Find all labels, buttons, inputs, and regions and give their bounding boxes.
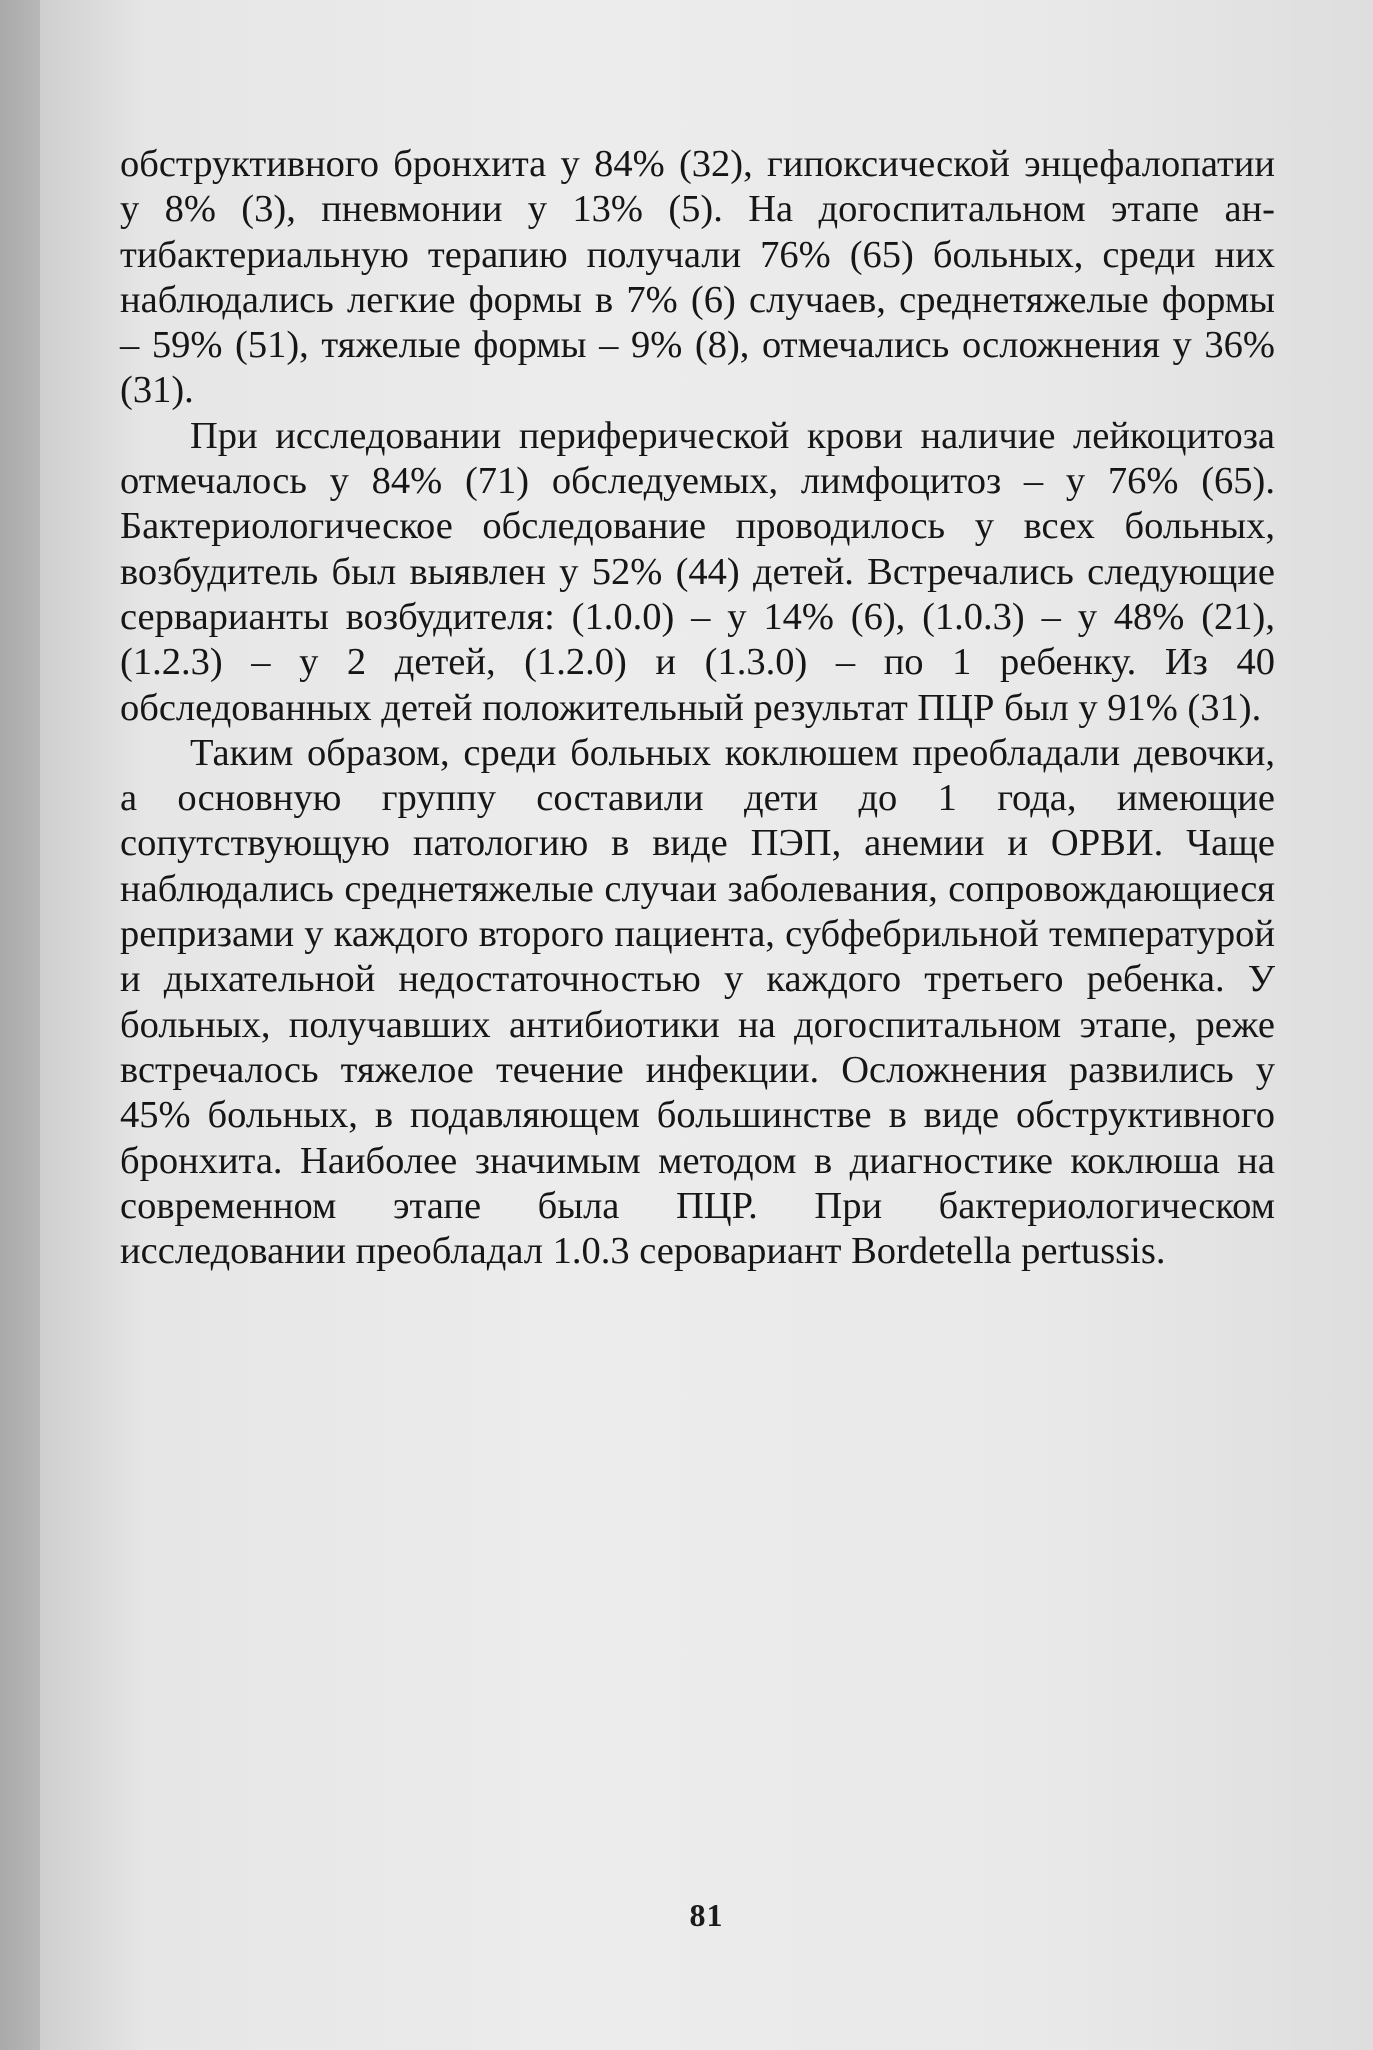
paragraph-continuation: обструктивного бронхита у 84% (32), гипоксической энцефалопатии у 8% (3), пневмонии у 13% (5). На догоспитальном этапе антибактериальную терапию получали 76% (65) больных, среди них наблюдались легкие формы в 7% (6) случаев, среднетяжелые формы – 59% (51), тяжелые формы – 9% (8), отмечались осложнения у 36%(31). xyxy=(120,143,1275,412)
body-text xyxy=(120,142,1275,1274)
paragraph-conclusion: Таким образом, среди больных коклюшем преобладали девочки, а основную группу составили дети до 1 года, имеющие сопутствующую патологию в виде ПЭП, анемии и ОРВИ. Чаще наблюдались среднетяжелые случаи заболевания, сопровождающиеся репризами у каждого второго пациента, субфебрильной температурой и дыхательной недостаточностью у каждого третьего ребенка. У больных, получавших антибиотики на догоспитальном этапе, реже встречалось тяжелое течение инфекции. Осложнения развились у 45% больных, в подавляющем большинстве в виде обструктивного бронхита. Наиболее значимым методом в диагностике коклюша на современном этапе была ПЦР. При бактериологическом исследовании преобладал 1.0.3 серовариант Bordetella pertussis. xyxy=(120,731,1275,1273)
book-page xyxy=(40,0,1373,2050)
page-number: 81 xyxy=(689,1897,724,1933)
paragraph-blood-findings: При исследовании периферической крови наличие лейкоцитоза отмечалось у 84% (71) обследуемых, лимфоцитоз – у 76% (65). Бактериологическое обследование проводилось у всех больных, возбудитель был выявлен у 52% (44) детей. Встречались следующие серварианты возбудителя: (1.0.0) – у 14% (6), (1.0.3) – у 48% (21), (1.2.3) – у 2 детей, (1.2.0) и (1.3.0) – по 1 ребенку. Из 40 обследованных детей положительный результат ПЦР был у 91% (31). xyxy=(120,414,1275,729)
